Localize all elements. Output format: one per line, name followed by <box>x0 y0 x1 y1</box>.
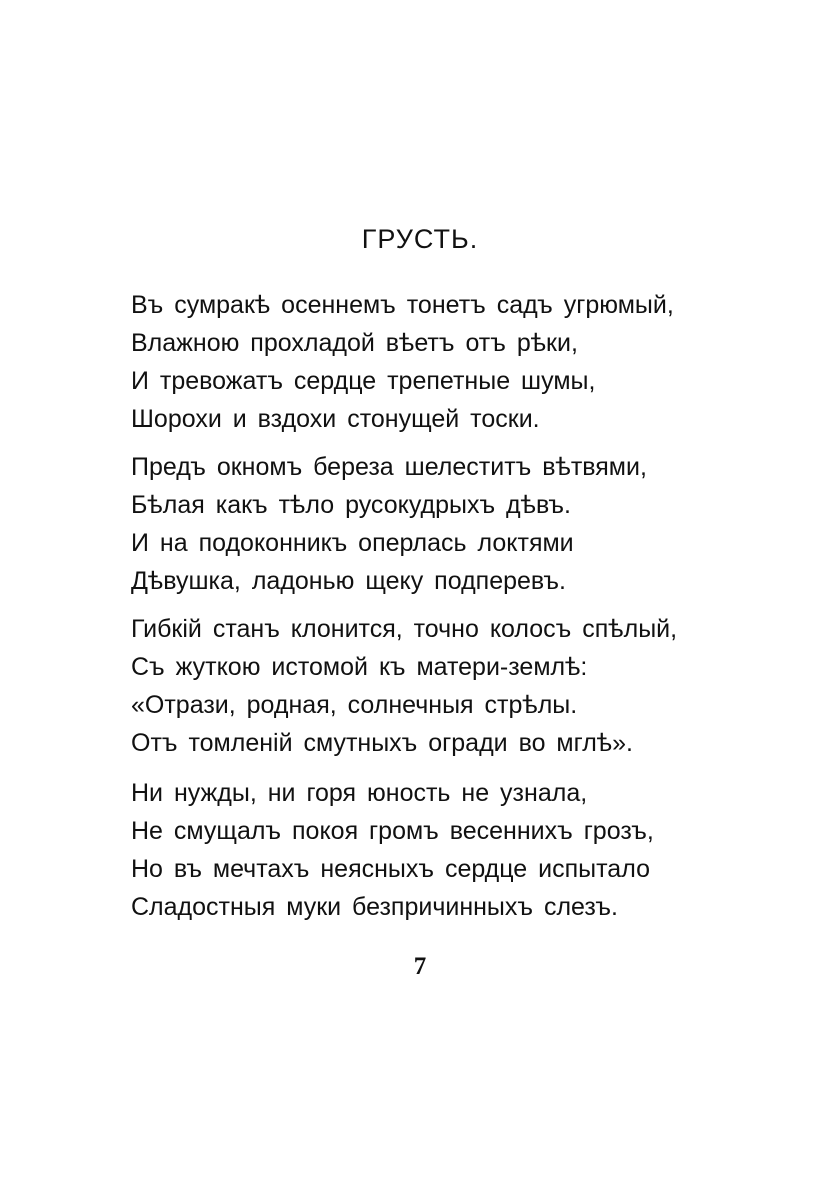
poem-line: Но въ мечтахъ неясныхъ сердце испытало <box>131 855 650 883</box>
page-number: 7 <box>413 953 427 980</box>
poem-line: Не смущалъ покоя громъ весеннихъ грозъ, <box>131 817 654 845</box>
poem-title: ГРУСТЬ. <box>361 224 479 254</box>
poem-line: Сладостныя муки безпричинныхъ слезъ. <box>131 893 618 921</box>
poem-line: И на подоконникъ оперлась локтями <box>131 529 574 557</box>
poem-line: Съ жуткою истомой къ матери-землѣ: <box>131 653 588 681</box>
poem-line: Шорохи и вздохи стонущей тоски. <box>131 405 540 433</box>
stanza-1 <box>131 286 731 438</box>
poem-line: Въ сумракѣ осеннемъ тонетъ садъ угрюмый, <box>131 291 674 319</box>
poem-line: «Отрази, родная, солнечныя стрѣлы. <box>131 691 578 719</box>
poem-line: Бѣлая какъ тѣло русокудрыхъ дѣвъ. <box>131 491 571 519</box>
stanza-2 <box>131 448 731 600</box>
poem-line: И тревожатъ сердце трепетные шумы, <box>131 367 596 395</box>
poem-line: Предъ окномъ береза шелеститъ вѣтвями, <box>131 453 647 481</box>
poem-line: Дѣвушка, ладонью щеку подперевъ. <box>131 567 566 595</box>
stanza-3 <box>131 610 731 762</box>
stanza-4 <box>131 774 731 926</box>
poem-line: Влажною прохладой вѣетъ отъ рѣки, <box>131 329 578 357</box>
poem-line: Ни нужды, ни горя юность не узнала, <box>131 779 588 807</box>
poem-line: Отъ томленій смутныхъ огради во мглѣ». <box>131 729 633 757</box>
poem-line: Гибкій станъ клонится, точно колосъ спѣлый, <box>131 615 678 643</box>
